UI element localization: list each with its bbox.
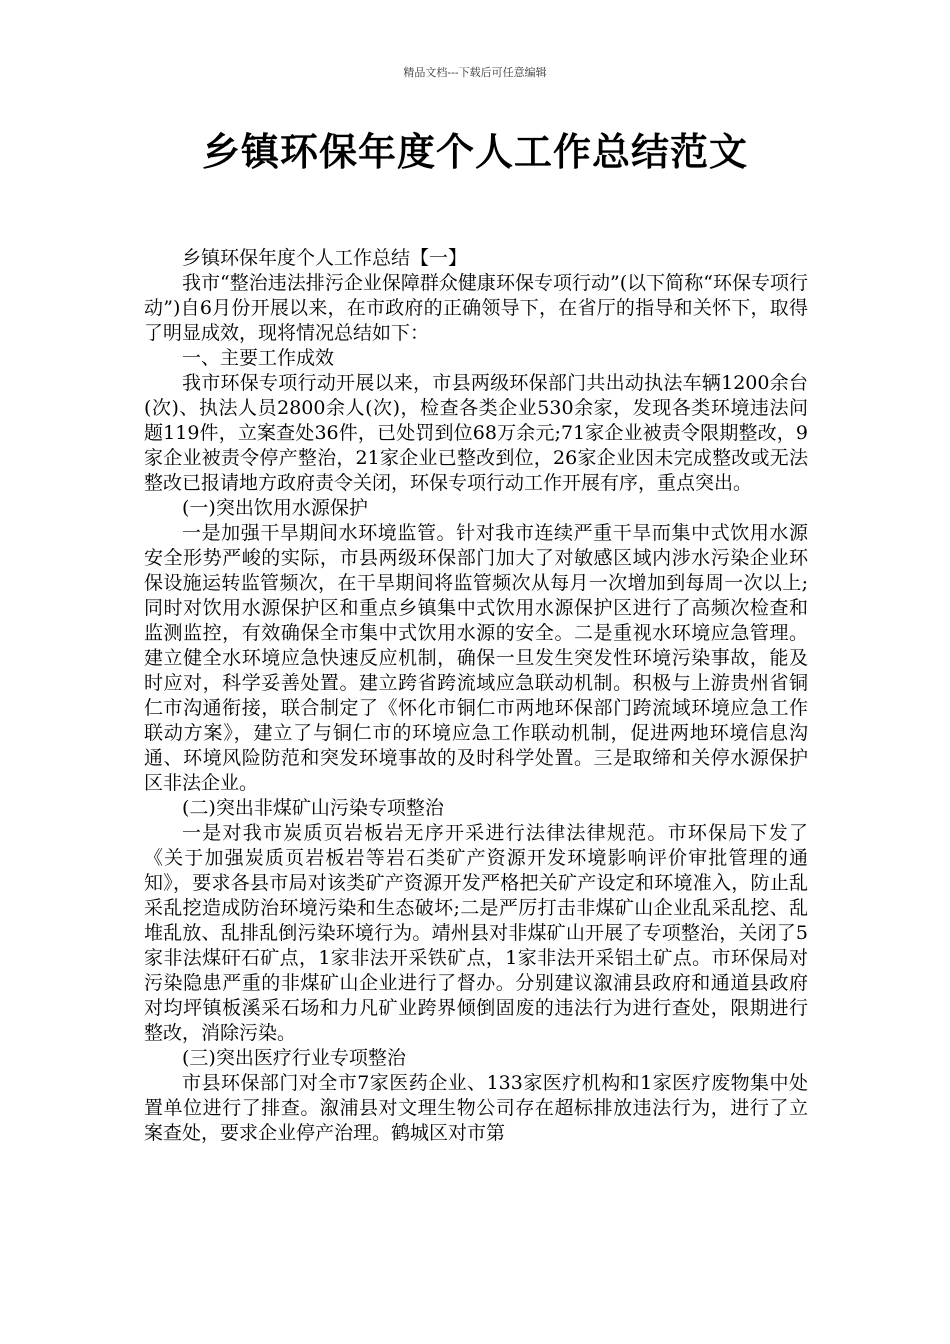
paragraph: 我市“整治违法排污企业保障群众健康环保专项行动”(以下简称“环保专项行动”)自6月份开展以来，在市政府的正确领导下，在省厅的指导和关怀下，取得了明显成效，现将情况总结如下： — [144, 272, 808, 344]
section-heading: 一、主要工作成效 — [182, 347, 335, 369]
paragraph: 我市环保专项行动开展以来，市县两级环保部门共出动执法车辆1200余台(次)、执法人员2800余人(次)，检查各类企业530余家，发现各类环境违法问题119件，立案查处36件，已处罚到位68万余元;71家企业被责令限期整改，9家企业被责令停产整治，21家企业已整改到位，26家企业因未完成整改或无法整改已报请地方政府责令关闭，环保专项行动工作开展有序，重点突出。 — [144, 372, 808, 494]
paragraph: 一是对我市炭质页岩板岩无序开采进行法律法律规范。市环保局下发了《关于加强炭质页岩板岩等岩石类矿产资源开发环境影响评价审批管理的通知》，要求各县市局对该类矿产资源开发严格把关矿产设定和环境准入，防止乱采乱挖造成防治环境污染和生态破坏;二是严厉打击非煤矿山企业乱采乱挖、乱堆乱放、乱排乱倒污染环境行为。靖州县对非煤矿山开展了专项整治，关闭了5家非法煤矸石矿点，1家非法开采铁矿点，1家非法开采铝土矿点。市环保局对污染隐患严重的非煤矿山企业进行了督办。分别建议溆浦县政府和通道县政府对均坪镇板溪采石场和力凡矿业跨界倾倒固废的违法行为进行查处，限期进行整改，消除污染。 — [144, 822, 808, 1044]
subsection-heading: (一)突出饮用水源保护 — [182, 497, 368, 519]
header-note: 精品文档---下载后可任意编辑 — [403, 66, 547, 79]
paragraph: 市县环保部门对全市7家医药企业、133家医疗机构和1家医疗废物集中处置单位进行了排查。溆浦县对文理生物公司存在超标排放违法行为，进行了立案查处，要求企业停产治理。鹤城区对市第 — [144, 1072, 808, 1144]
subsection-heading: (三)突出医疗行业专项整治 — [182, 1047, 406, 1069]
document-body — [144, 246, 808, 1146]
section-heading: 乡镇环保年度个人工作总结【一】 — [182, 247, 468, 269]
document-title: 乡镇环保年度个人工作总结范文 — [201, 130, 748, 174]
paragraph: 一是加强干旱期间水环境监管。针对我市连续严重干旱而集中式饮用水源安全形势严峻的实际，市县两级环保部门加大了对敏感区域内涉水污染企业环保设施运转监管频次，在干旱期间将监管频次从每月一次增加到每周一次以上;同时对饮用水源保护区和重点乡镇集中式饮用水源保护区进行了高频次检查和监测监控，有效确保全市集中式饮用水源的安全。二是重视水环境应急管理。建立健全水环境应急快速反应机制，确保一旦发生突发性环境污染事故，能及时应对，科学妥善处置。建立跨省跨流域应急联动机制。积极与上游贵州省铜仁市沟通衔接，联合制定了《怀化市铜仁市两地环保部门跨流域环境应急工作联动方案》，建立了与铜仁市的环境应急工作联动机制，促进两地环境信息沟通、环境风险防范和突发环境事故的及时科学处置。三是取缔和关停水源保护区非法企业。 — [144, 522, 808, 794]
subsection-heading: (二)突出非煤矿山污染专项整治 — [182, 797, 444, 819]
